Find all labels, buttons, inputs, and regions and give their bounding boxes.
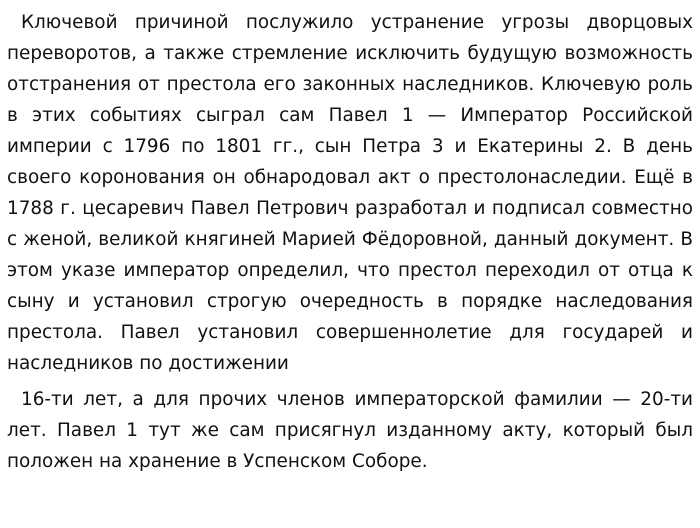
paragraph: 16-ти лет, а для прочих членов императорской фамилии — 20-ти лет. Павел 1 тут же сам присягнул изданному акту, который был положен на хранение в Успенском Соборе. <box>7 389 693 472</box>
paragraph: Ключевой причиной послужило устранение угрозы дворцовых переворотов, а также стремление исключить будущую возможность отстранения от престола его законных наследников. Ключевую роль в этих событиях сыграл сам Павел 1 — Император Российской империи с 1796 по 1801 гг., сын Петра 3 и Екатерины 2. В день своего коронования он обнародовал акт о престолонаследии. Ещё в 1788 г. цесаревич Павел Петрович разработал и подписал совместно с женой, великой княгиней Марией Фёдоровной, данный документ. В этом указе император определил, что престол переходил от отца к сыну и установил строгую очередность в порядке наследования престола. Павел установил совершеннолетие для государей и наследников по достижении <box>7 12 693 374</box>
document-body <box>7 7 693 477</box>
